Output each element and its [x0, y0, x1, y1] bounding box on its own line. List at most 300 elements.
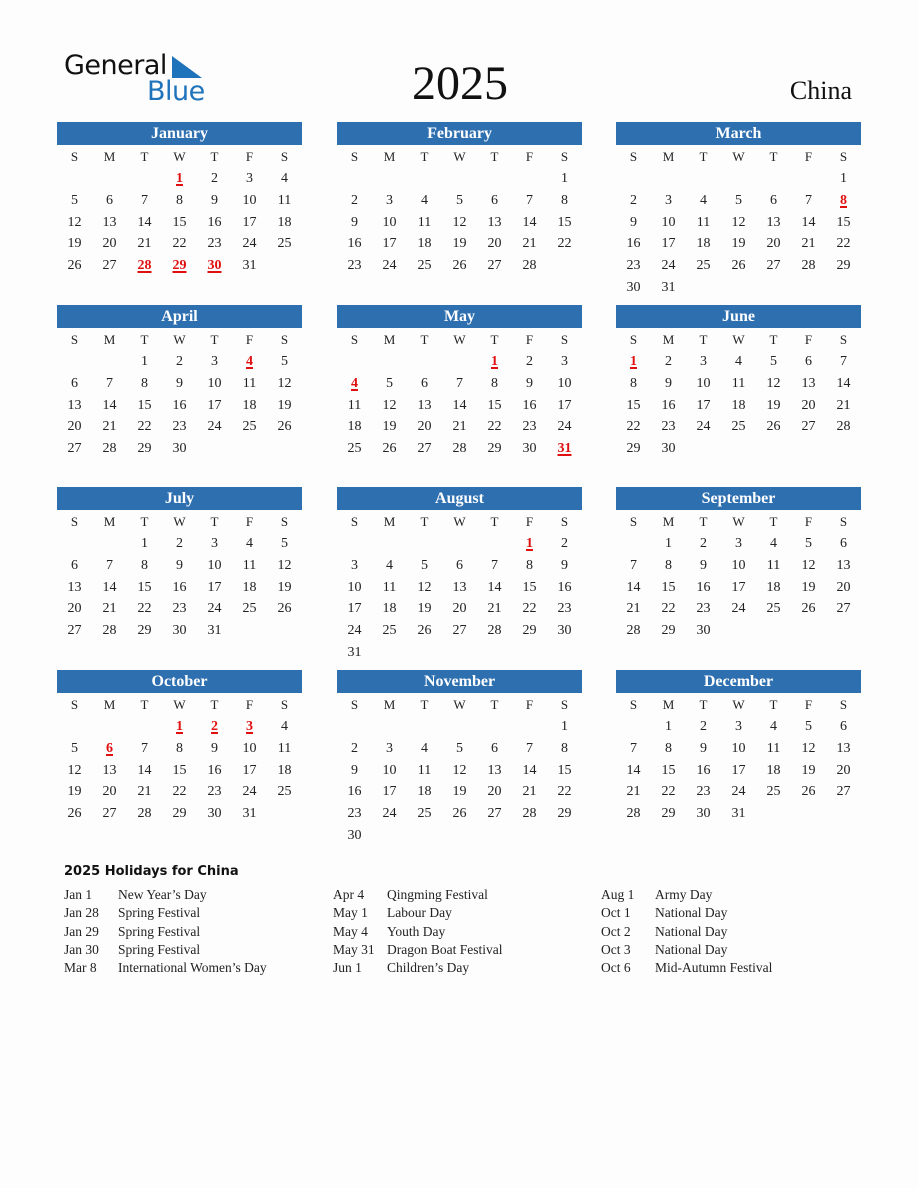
day: 2 [526, 354, 533, 369]
day: 28 [487, 623, 502, 639]
day: 11 [766, 557, 781, 573]
day: 13 [102, 214, 117, 230]
day: 30 [522, 441, 537, 457]
holiday-date: Jan 30 [64, 941, 99, 957]
day: 26 [452, 806, 467, 822]
weekday-label: W [453, 514, 466, 529]
holiday-item [333, 886, 502, 904]
day: 15 [836, 214, 851, 230]
day: 7 [456, 375, 463, 391]
month-header: February [337, 122, 582, 145]
day: 10 [661, 214, 676, 230]
month-header: November [337, 670, 582, 693]
weekday-label: M [383, 332, 396, 347]
day: 25 [417, 806, 432, 822]
day: 24 [347, 623, 362, 639]
weekday-label: S [280, 697, 289, 712]
day: 11 [277, 192, 292, 208]
empty-day [92, 716, 127, 738]
day: 18 [242, 397, 257, 413]
day: 19 [382, 419, 397, 435]
day: 6 [456, 557, 463, 573]
day: 25 [382, 623, 397, 639]
empty-day [57, 168, 92, 190]
empty-day [512, 168, 547, 190]
day: 4 [386, 557, 393, 573]
weekday-label: T [490, 514, 499, 529]
day: 2 [630, 192, 637, 208]
day: 16 [347, 236, 362, 252]
month-header: March [616, 122, 861, 145]
weekday-label: F [804, 514, 813, 529]
day: 19 [67, 236, 82, 252]
day: 23 [661, 419, 676, 435]
day: 25 [347, 441, 362, 457]
day: 27 [801, 419, 816, 435]
day: 12 [382, 397, 397, 413]
month-header: May [337, 305, 582, 328]
empty-day [477, 716, 512, 738]
day: 1 [665, 719, 672, 734]
day: 21 [626, 601, 641, 617]
holiday-item [64, 923, 267, 941]
holiday-name: Army Day [655, 887, 713, 902]
page-title-year: 2025 [412, 57, 508, 110]
day: 14 [137, 214, 152, 230]
empty-day [372, 168, 407, 190]
day: 15 [487, 397, 502, 413]
day: 18 [382, 601, 397, 617]
day: 17 [242, 214, 257, 230]
holiday-item [601, 959, 772, 977]
day: 20 [452, 601, 467, 617]
day: 15 [557, 214, 572, 230]
day: 28 [522, 258, 537, 274]
day: 3 [386, 740, 393, 756]
day: 6 [71, 557, 78, 573]
weekday-label: M [662, 149, 675, 164]
day: 3 [211, 354, 218, 369]
month-days-grid [616, 693, 861, 825]
day: 9 [526, 375, 533, 391]
day: 8 [561, 740, 568, 756]
day: 30 [626, 279, 641, 295]
day: 8 [176, 740, 183, 756]
empty-day [372, 716, 407, 738]
weekday-label: S [280, 332, 289, 347]
brand-name-general: General [64, 50, 167, 81]
day: 28 [102, 441, 117, 457]
day: 19 [801, 579, 816, 595]
day: 13 [801, 375, 816, 391]
holiday-item [333, 923, 502, 941]
weekday-label: F [245, 332, 254, 347]
day: 15 [661, 579, 676, 595]
day: 5 [71, 740, 78, 756]
day: 30 [557, 623, 572, 639]
day: 31 [731, 806, 746, 822]
holiday-day: 30 [207, 258, 222, 274]
day: 10 [207, 557, 222, 573]
day: 21 [487, 601, 502, 617]
day: 21 [626, 784, 641, 800]
day: 25 [766, 601, 781, 617]
weekday-label: W [732, 149, 745, 164]
day: 6 [491, 740, 498, 756]
day: 6 [491, 192, 498, 208]
day: 14 [522, 214, 537, 230]
month-november [337, 670, 582, 847]
holiday-date: Jan 1 [64, 887, 93, 902]
holidays-column [601, 886, 772, 977]
day: 11 [242, 557, 257, 573]
holiday-item [64, 959, 267, 977]
day: 22 [172, 236, 187, 252]
day: 7 [630, 740, 637, 756]
day: 29 [661, 806, 676, 822]
holiday-day: 1 [630, 354, 637, 369]
month-days-grid [57, 328, 302, 460]
day: 28 [801, 258, 816, 274]
weekday-label: W [173, 332, 186, 347]
day: 5 [281, 536, 288, 551]
day: 14 [102, 579, 117, 595]
holiday-day: 1 [526, 536, 533, 551]
day: 27 [102, 258, 117, 274]
empty-day [57, 351, 92, 373]
day: 17 [731, 762, 746, 778]
month-june [616, 305, 861, 460]
empty-day [477, 168, 512, 190]
day: 15 [137, 397, 152, 413]
day: 22 [137, 419, 152, 435]
day: 16 [557, 579, 572, 595]
holiday-name: Spring Festival [118, 923, 201, 939]
day: 31 [207, 623, 222, 639]
day: 25 [242, 601, 257, 617]
empty-day [57, 716, 92, 738]
month-days-grid [57, 693, 302, 825]
month-july [57, 487, 302, 642]
empty-day [372, 533, 407, 555]
month-february [337, 122, 582, 277]
month-header: January [57, 122, 302, 145]
day: 26 [801, 601, 816, 617]
weekday-label: S [280, 149, 289, 164]
day: 11 [382, 579, 397, 595]
holiday-item [64, 941, 267, 959]
day: 12 [801, 740, 816, 756]
day: 16 [347, 784, 362, 800]
holiday-day: 31 [557, 441, 572, 457]
month-days-grid [57, 145, 302, 277]
empty-day [442, 716, 477, 738]
day: 9 [176, 375, 183, 391]
weekday-label: T [140, 149, 149, 164]
day: 5 [805, 536, 812, 551]
month-days-grid [57, 510, 302, 642]
day: 8 [665, 557, 672, 573]
empty-day [337, 168, 372, 190]
weekday-label: W [453, 332, 466, 347]
day: 25 [731, 419, 746, 435]
empty-day [337, 533, 372, 555]
empty-day [57, 533, 92, 555]
day: 20 [487, 236, 502, 252]
day: 5 [770, 354, 777, 369]
month-december [616, 670, 861, 825]
month-days-grid [337, 693, 582, 847]
weekday-label: T [490, 697, 499, 712]
day: 7 [491, 557, 498, 573]
day: 23 [557, 601, 572, 617]
day: 21 [137, 784, 152, 800]
month-header: June [616, 305, 861, 328]
holiday-name: Children’s Day [387, 960, 470, 976]
weekday-label: W [173, 149, 186, 164]
holidays-column [64, 886, 267, 977]
holiday-name: Dragon Boat Festival [387, 941, 503, 957]
month-days-grid [337, 145, 582, 277]
day: 2 [351, 740, 358, 756]
day: 13 [67, 579, 82, 595]
day: 8 [526, 557, 533, 573]
day: 7 [141, 740, 148, 756]
day: 10 [731, 557, 746, 573]
day: 11 [417, 762, 432, 778]
holiday-day: 1 [491, 354, 498, 369]
day: 16 [696, 762, 711, 778]
day: 16 [207, 214, 222, 230]
month-header: December [616, 670, 861, 693]
day: 25 [766, 784, 781, 800]
day: 19 [277, 579, 292, 595]
day: 3 [386, 192, 393, 208]
day: 14 [626, 762, 641, 778]
day: 3 [735, 536, 742, 551]
holiday-item [64, 904, 267, 922]
day: 26 [67, 258, 82, 274]
holiday-name: International Women’s Day [118, 960, 267, 976]
day: 17 [382, 784, 397, 800]
day: 26 [731, 258, 746, 274]
empty-day [92, 351, 127, 373]
empty-day [337, 351, 372, 373]
day: 15 [557, 762, 572, 778]
empty-day [616, 533, 651, 555]
day: 17 [207, 397, 222, 413]
day: 9 [665, 375, 672, 391]
weekday-label: F [245, 697, 254, 712]
holiday-name: Mid-Autumn Festival [655, 960, 773, 976]
day: 10 [242, 740, 257, 756]
holiday-day: 3 [246, 719, 253, 734]
day: 21 [102, 419, 117, 435]
day: 27 [836, 601, 851, 617]
holiday-date: Apr 4 [333, 887, 365, 902]
weekday-label: T [699, 697, 708, 712]
day: 9 [351, 762, 358, 778]
day: 5 [421, 557, 428, 573]
day: 15 [661, 762, 676, 778]
month-april [57, 305, 302, 460]
empty-day [477, 533, 512, 555]
day: 4 [700, 192, 707, 208]
day: 18 [277, 762, 292, 778]
day: 23 [696, 601, 711, 617]
weekday-label: M [103, 332, 116, 347]
day: 7 [141, 192, 148, 208]
day: 16 [172, 579, 187, 595]
weekday-label: S [350, 332, 359, 347]
day: 2 [351, 192, 358, 208]
weekday-label: M [103, 514, 116, 529]
day: 3 [246, 171, 253, 186]
day: 23 [522, 419, 537, 435]
day: 17 [731, 579, 746, 595]
empty-day [442, 168, 477, 190]
holiday-name: Spring Festival [118, 905, 201, 921]
weekday-label: W [732, 697, 745, 712]
day: 1 [665, 536, 672, 551]
weekday-label: S [560, 514, 569, 529]
day: 9 [176, 557, 183, 573]
day: 7 [106, 375, 113, 391]
day: 21 [522, 784, 537, 800]
day: 15 [172, 762, 187, 778]
day: 13 [67, 397, 82, 413]
brand-triangle-icon [172, 56, 202, 78]
day: 18 [417, 784, 432, 800]
day: 20 [102, 784, 117, 800]
weekday-label: T [769, 149, 778, 164]
day: 1 [141, 536, 148, 551]
weekday-label: T [699, 149, 708, 164]
day: 19 [277, 397, 292, 413]
weekday-label: F [245, 149, 254, 164]
holiday-item [601, 923, 772, 941]
empty-day [127, 716, 162, 738]
day: 20 [836, 579, 851, 595]
day: 14 [452, 397, 467, 413]
day: 5 [456, 740, 463, 756]
day: 7 [526, 740, 533, 756]
weekday-label: M [662, 332, 675, 347]
day: 21 [522, 236, 537, 252]
weekday-label: S [70, 514, 79, 529]
empty-day [512, 716, 547, 738]
weekday-label: S [629, 149, 638, 164]
day: 18 [766, 579, 781, 595]
day: 11 [731, 375, 746, 391]
holiday-date: Oct 6 [601, 960, 631, 976]
day: 10 [696, 375, 711, 391]
day: 4 [735, 354, 742, 369]
day: 26 [382, 441, 397, 457]
holiday-date: May 1 [333, 905, 368, 921]
weekday-label: S [560, 697, 569, 712]
day: 22 [661, 601, 676, 617]
empty-day [791, 168, 826, 190]
day: 6 [840, 536, 847, 551]
day: 18 [766, 762, 781, 778]
day: 22 [661, 784, 676, 800]
day: 17 [207, 579, 222, 595]
day: 18 [277, 214, 292, 230]
holiday-day: 6 [106, 740, 113, 756]
holiday-date: Aug 1 [601, 887, 635, 902]
day: 24 [382, 258, 397, 274]
holiday-date: May 31 [333, 941, 375, 957]
day: 15 [137, 579, 152, 595]
weekday-label: S [350, 697, 359, 712]
day: 12 [67, 762, 82, 778]
month-march [616, 122, 861, 299]
day: 1 [561, 719, 568, 734]
day: 26 [766, 419, 781, 435]
month-may [337, 305, 582, 460]
holiday-name: Qingming Festival [387, 887, 488, 902]
weekday-label: F [525, 514, 534, 529]
day: 11 [417, 214, 432, 230]
day: 2 [211, 171, 218, 186]
day: 19 [452, 236, 467, 252]
day: 21 [836, 397, 851, 413]
empty-day [407, 351, 442, 373]
day: 23 [347, 806, 362, 822]
day: 27 [487, 258, 502, 274]
day: 14 [102, 397, 117, 413]
day: 4 [770, 536, 777, 551]
day: 25 [277, 784, 292, 800]
empty-day [651, 168, 686, 190]
day: 12 [766, 375, 781, 391]
day: 29 [836, 258, 851, 274]
holiday-day: 4 [246, 354, 253, 369]
holiday-date: Oct 2 [601, 923, 631, 939]
day: 7 [805, 192, 812, 208]
month-header: October [57, 670, 302, 693]
day: 13 [836, 557, 851, 573]
day: 8 [630, 375, 637, 391]
weekday-label: F [525, 697, 534, 712]
day: 6 [770, 192, 777, 208]
holiday-item [333, 941, 502, 959]
brand-logo [64, 50, 214, 110]
weekday-label: T [420, 514, 429, 529]
weekday-label: M [103, 149, 116, 164]
day: 2 [665, 354, 672, 369]
day: 9 [630, 214, 637, 230]
day: 30 [696, 623, 711, 639]
day: 8 [176, 192, 183, 208]
day: 20 [801, 397, 816, 413]
day: 27 [67, 441, 82, 457]
day: 23 [172, 419, 187, 435]
day: 27 [836, 784, 851, 800]
day: 9 [211, 740, 218, 756]
weekday-label: S [280, 514, 289, 529]
brand-name-blue: Blue [147, 76, 205, 107]
day: 24 [696, 419, 711, 435]
day: 7 [526, 192, 533, 208]
holiday-date: Jan 28 [64, 905, 99, 921]
day: 13 [487, 214, 502, 230]
day: 19 [67, 784, 82, 800]
day: 24 [557, 419, 572, 435]
day: 30 [172, 623, 187, 639]
weekday-label: W [173, 514, 186, 529]
